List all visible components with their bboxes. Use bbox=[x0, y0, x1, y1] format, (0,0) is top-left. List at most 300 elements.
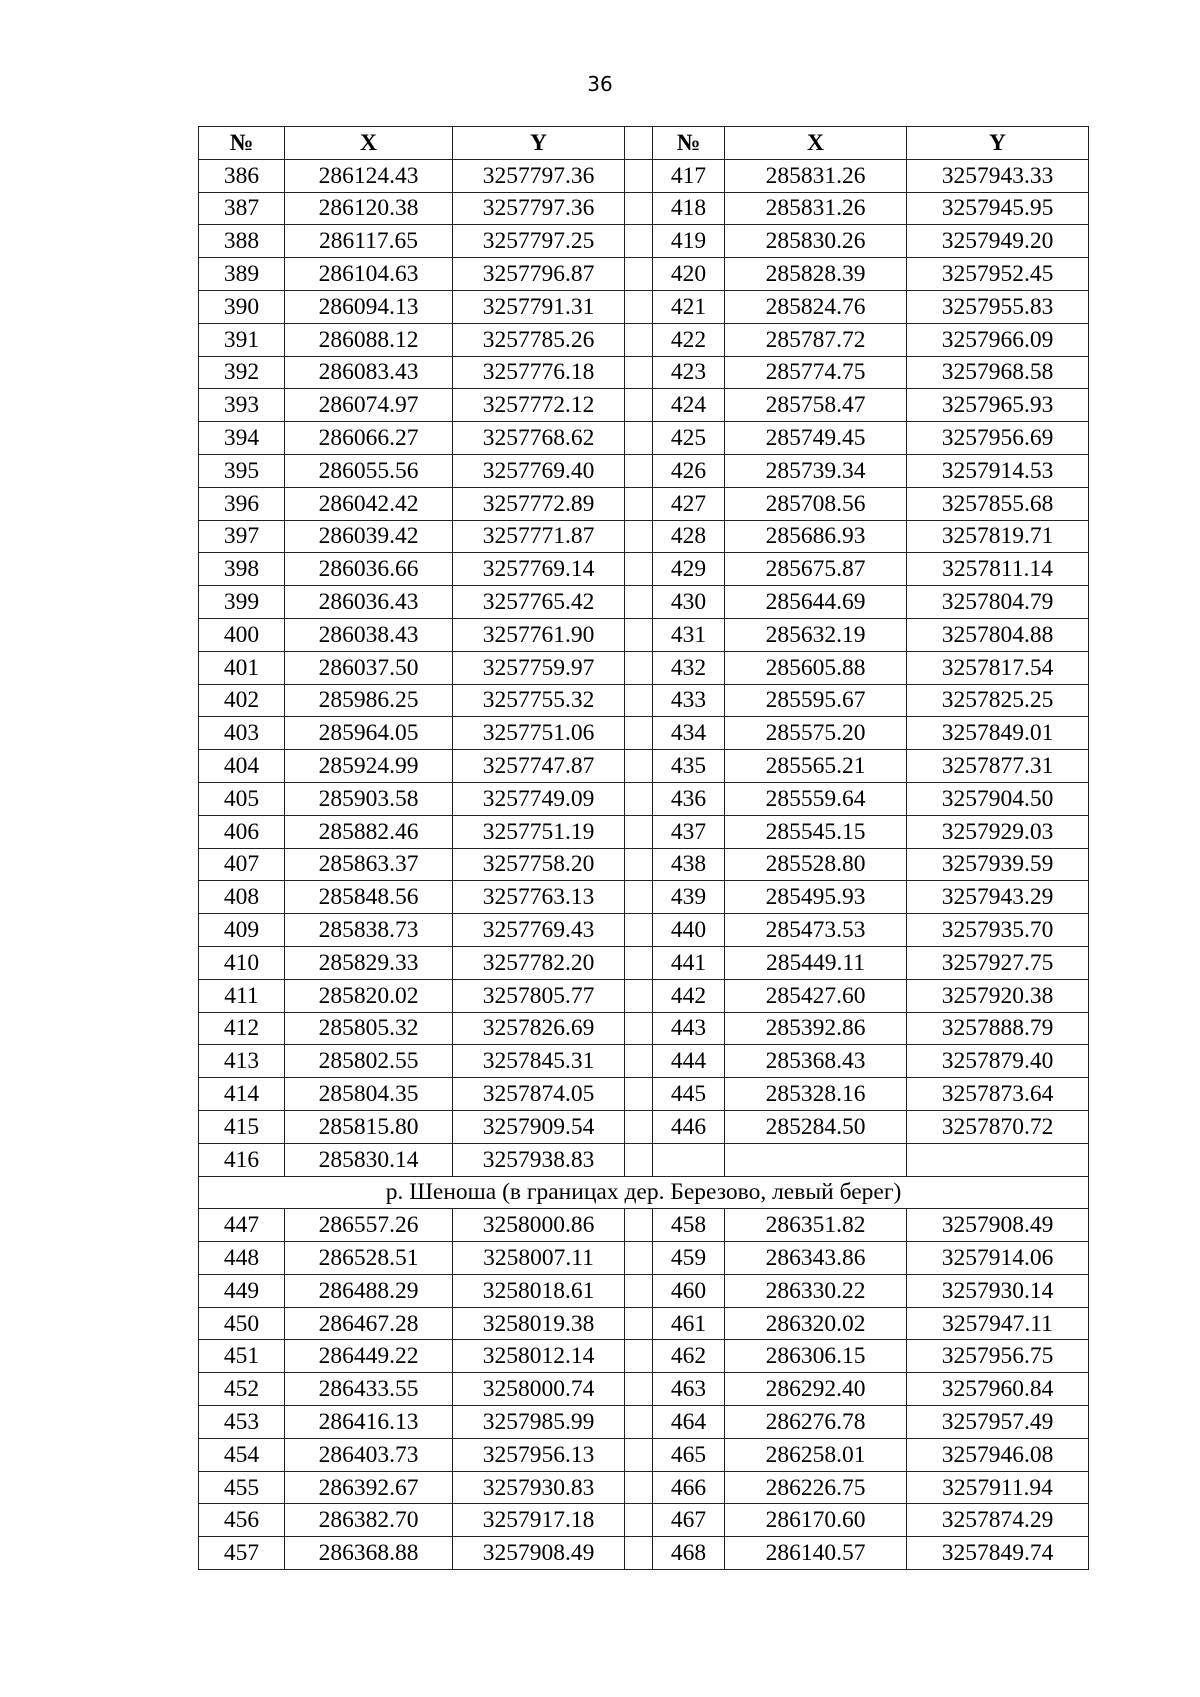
cell-x-right: 285284.50 bbox=[725, 1110, 907, 1143]
cell-number-right: 419 bbox=[653, 225, 725, 258]
cell-y-left: 3257917.18 bbox=[453, 1504, 625, 1537]
cell-y-right: 3257904.50 bbox=[907, 782, 1089, 815]
table-row bbox=[199, 717, 1089, 750]
table-row bbox=[199, 356, 1089, 389]
cell-number-left: 451 bbox=[199, 1340, 285, 1373]
cell-x-left: 286488.29 bbox=[285, 1274, 453, 1307]
table-row bbox=[199, 1143, 1089, 1176]
table-row bbox=[199, 1537, 1089, 1570]
cell-y-right: 3257825.25 bbox=[907, 684, 1089, 717]
cell-x-left: 285829.33 bbox=[285, 946, 453, 979]
cell-y-left: 3257755.32 bbox=[453, 684, 625, 717]
cell-gap bbox=[625, 258, 653, 291]
cell-number-left: 394 bbox=[199, 422, 285, 455]
cell-y-left: 3257772.12 bbox=[453, 389, 625, 422]
cell-x-left: 285903.58 bbox=[285, 782, 453, 815]
cell-number-left: 412 bbox=[199, 1012, 285, 1045]
cell-number-right: 434 bbox=[653, 717, 725, 750]
header-number-right: № bbox=[653, 127, 725, 160]
cell-gap bbox=[625, 717, 653, 750]
cell-gap bbox=[625, 192, 653, 225]
cell-x-right: 285528.80 bbox=[725, 848, 907, 881]
section1-body bbox=[199, 159, 1089, 1176]
cell-number-left: 413 bbox=[199, 1045, 285, 1078]
cell-number-left: 414 bbox=[199, 1078, 285, 1111]
cell-x-left: 286467.28 bbox=[285, 1307, 453, 1340]
cell-x-right: 285758.47 bbox=[725, 389, 907, 422]
cell-number-left: 455 bbox=[199, 1471, 285, 1504]
cell-y-right: 3257874.29 bbox=[907, 1504, 1089, 1537]
cell-y-right: 3257929.03 bbox=[907, 815, 1089, 848]
cell-number-right: 445 bbox=[653, 1078, 725, 1111]
section2-heading bbox=[199, 1176, 1089, 1209]
cell-gap bbox=[625, 487, 653, 520]
cell-number-right: 437 bbox=[653, 815, 725, 848]
cell-y-right: 3257956.75 bbox=[907, 1340, 1089, 1373]
cell-y-right: 3257914.53 bbox=[907, 454, 1089, 487]
cell-y-left: 3257747.87 bbox=[453, 750, 625, 783]
cell-y-left: 3258007.11 bbox=[453, 1242, 625, 1275]
cell-number-left: 406 bbox=[199, 815, 285, 848]
table-row bbox=[199, 1438, 1089, 1471]
cell-number-right: 417 bbox=[653, 159, 725, 192]
cell-y-left: 3257908.49 bbox=[453, 1537, 625, 1570]
table-row bbox=[199, 159, 1089, 192]
cell-number-right: 446 bbox=[653, 1110, 725, 1143]
cell-number-left: 399 bbox=[199, 586, 285, 619]
cell-number-right: 460 bbox=[653, 1274, 725, 1307]
cell-gap bbox=[625, 979, 653, 1012]
cell-number-left: 452 bbox=[199, 1373, 285, 1406]
cell-y-right: 3257935.70 bbox=[907, 914, 1089, 947]
cell-x-left: 286368.88 bbox=[285, 1537, 453, 1570]
cell-number-right: 426 bbox=[653, 454, 725, 487]
cell-x-left: 285964.05 bbox=[285, 717, 453, 750]
cell-number-right: 464 bbox=[653, 1406, 725, 1439]
cell-gap bbox=[625, 1078, 653, 1111]
cell-x-left: 285924.99 bbox=[285, 750, 453, 783]
cell-x-right: 286140.57 bbox=[725, 1537, 907, 1570]
cell-y-right: 3257927.75 bbox=[907, 946, 1089, 979]
cell-number-right: 463 bbox=[653, 1373, 725, 1406]
cell-number-left: 454 bbox=[199, 1438, 285, 1471]
cell-number-left: 400 bbox=[199, 618, 285, 651]
cell-gap bbox=[625, 1012, 653, 1045]
cell-number-left: 403 bbox=[199, 717, 285, 750]
cell-number-right: 439 bbox=[653, 881, 725, 914]
cell-y-right: 3257819.71 bbox=[907, 520, 1089, 553]
cell-number-right: 466 bbox=[653, 1471, 725, 1504]
table-row bbox=[199, 1078, 1089, 1111]
table-row bbox=[199, 651, 1089, 684]
cell-x-right: 286330.22 bbox=[725, 1274, 907, 1307]
cell-gap bbox=[625, 1471, 653, 1504]
cell-number-left: 387 bbox=[199, 192, 285, 225]
table-row bbox=[199, 618, 1089, 651]
cell-gap bbox=[625, 1438, 653, 1471]
cell-x-right: 285495.93 bbox=[725, 881, 907, 914]
cell-x-left: 286403.73 bbox=[285, 1438, 453, 1471]
table-row bbox=[199, 586, 1089, 619]
cell-y-right: 3257817.54 bbox=[907, 651, 1089, 684]
cell-x-left: 285815.80 bbox=[285, 1110, 453, 1143]
cell-number-right: 436 bbox=[653, 782, 725, 815]
cell-gap bbox=[625, 323, 653, 356]
cell-gap bbox=[625, 1307, 653, 1340]
cell-gap bbox=[625, 618, 653, 651]
cell-x-left: 286055.56 bbox=[285, 454, 453, 487]
table-row bbox=[199, 979, 1089, 1012]
cell-number-right: 431 bbox=[653, 618, 725, 651]
cell-gap bbox=[625, 815, 653, 848]
cell-x-right: 285831.26 bbox=[725, 159, 907, 192]
cell-y-right: 3257943.29 bbox=[907, 881, 1089, 914]
cell-gap bbox=[625, 684, 653, 717]
cell-number-right: 444 bbox=[653, 1045, 725, 1078]
cell-gap bbox=[625, 1373, 653, 1406]
cell-gap bbox=[625, 1209, 653, 1242]
table-row bbox=[199, 1307, 1089, 1340]
cell-x-right: 285605.88 bbox=[725, 651, 907, 684]
cell-y-right: 3257849.74 bbox=[907, 1537, 1089, 1570]
cell-x-left: 286036.43 bbox=[285, 586, 453, 619]
cell-x-right: 286306.15 bbox=[725, 1340, 907, 1373]
header-number-left: № bbox=[199, 127, 285, 160]
cell-number-right: 458 bbox=[653, 1209, 725, 1242]
cell-x-right: 286170.60 bbox=[725, 1504, 907, 1537]
cell-y-right: 3257920.38 bbox=[907, 979, 1089, 1012]
cell-y-right: 3257811.14 bbox=[907, 553, 1089, 586]
cell-y-right: 3257804.79 bbox=[907, 586, 1089, 619]
cell-y-left: 3257772.89 bbox=[453, 487, 625, 520]
cell-y-left: 3257769.43 bbox=[453, 914, 625, 947]
table-row bbox=[199, 422, 1089, 455]
cell-x-left: 285986.25 bbox=[285, 684, 453, 717]
cell-x-left: 286037.50 bbox=[285, 651, 453, 684]
cell-number-left: 396 bbox=[199, 487, 285, 520]
cell-y-left: 3257763.13 bbox=[453, 881, 625, 914]
cell-number-left: 450 bbox=[199, 1307, 285, 1340]
cell-number-left: 390 bbox=[199, 290, 285, 323]
cell-y-left: 3257765.42 bbox=[453, 586, 625, 619]
cell-gap bbox=[625, 290, 653, 323]
cell-x-right: 285427.60 bbox=[725, 979, 907, 1012]
cell-x-right: 285675.87 bbox=[725, 553, 907, 586]
cell-number-right: 418 bbox=[653, 192, 725, 225]
section-title-row bbox=[199, 1176, 1089, 1209]
cell-x-left: 286120.38 bbox=[285, 192, 453, 225]
cell-y-right: 3257855.68 bbox=[907, 487, 1089, 520]
cell-x-left: 286124.43 bbox=[285, 159, 453, 192]
cell-y-left: 3257785.26 bbox=[453, 323, 625, 356]
cell-y-left: 3258000.74 bbox=[453, 1373, 625, 1406]
cell-x-right: 286276.78 bbox=[725, 1406, 907, 1439]
cell-number-left: 407 bbox=[199, 848, 285, 881]
cell-y-left: 3257909.54 bbox=[453, 1110, 625, 1143]
cell-x-right: 285831.26 bbox=[725, 192, 907, 225]
cell-y-right: 3257947.11 bbox=[907, 1307, 1089, 1340]
cell-y-right: 3257914.06 bbox=[907, 1242, 1089, 1275]
cell-number-left: 405 bbox=[199, 782, 285, 815]
table-row bbox=[199, 946, 1089, 979]
cell-gap bbox=[625, 881, 653, 914]
table-row bbox=[199, 1242, 1089, 1275]
cell-x-right: 286343.86 bbox=[725, 1242, 907, 1275]
cell-number-left: 402 bbox=[199, 684, 285, 717]
table-row bbox=[199, 1340, 1089, 1373]
cell-y-right: 3257965.93 bbox=[907, 389, 1089, 422]
cell-gap bbox=[625, 389, 653, 422]
cell-number-left: 449 bbox=[199, 1274, 285, 1307]
cell-x-left: 286042.42 bbox=[285, 487, 453, 520]
cell-y-right: 3257804.88 bbox=[907, 618, 1089, 651]
table-row bbox=[199, 1045, 1089, 1078]
cell-number-left: 386 bbox=[199, 159, 285, 192]
cell-x-left: 286039.42 bbox=[285, 520, 453, 553]
cell-number-left: 448 bbox=[199, 1242, 285, 1275]
cell-y-left: 3257791.31 bbox=[453, 290, 625, 323]
cell-number-left: 416 bbox=[199, 1143, 285, 1176]
table-row bbox=[199, 815, 1089, 848]
cell-y-left: 3257845.31 bbox=[453, 1045, 625, 1078]
table-row bbox=[199, 192, 1089, 225]
cell-gap bbox=[625, 356, 653, 389]
cell-number-right bbox=[653, 1143, 725, 1176]
table-row bbox=[199, 1373, 1089, 1406]
cell-number-left: 410 bbox=[199, 946, 285, 979]
cell-x-right: 285559.64 bbox=[725, 782, 907, 815]
header-gap bbox=[625, 127, 653, 160]
cell-number-right: 422 bbox=[653, 323, 725, 356]
cell-x-left: 286104.63 bbox=[285, 258, 453, 291]
cell-x-left: 286433.55 bbox=[285, 1373, 453, 1406]
cell-y-right: 3257908.49 bbox=[907, 1209, 1089, 1242]
cell-x-right: 285368.43 bbox=[725, 1045, 907, 1078]
cell-y-right: 3257966.09 bbox=[907, 323, 1089, 356]
cell-number-right: 421 bbox=[653, 290, 725, 323]
cell-number-right: 440 bbox=[653, 914, 725, 947]
cell-x-left: 286066.27 bbox=[285, 422, 453, 455]
cell-x-left: 286557.26 bbox=[285, 1209, 453, 1242]
cell-number-left: 398 bbox=[199, 553, 285, 586]
table-row bbox=[199, 848, 1089, 881]
table-row bbox=[199, 553, 1089, 586]
cell-number-left: 409 bbox=[199, 914, 285, 947]
cell-x-left: 285863.37 bbox=[285, 848, 453, 881]
cell-y-left: 3257758.20 bbox=[453, 848, 625, 881]
cell-y-left: 3257797.36 bbox=[453, 159, 625, 192]
cell-y-left: 3257782.20 bbox=[453, 946, 625, 979]
cell-gap bbox=[625, 1143, 653, 1176]
cell-y-left: 3257768.62 bbox=[453, 422, 625, 455]
cell-x-left: 285802.55 bbox=[285, 1045, 453, 1078]
cell-x-right: 285565.21 bbox=[725, 750, 907, 783]
cell-y-left: 3257874.05 bbox=[453, 1078, 625, 1111]
cell-x-left: 285848.56 bbox=[285, 881, 453, 914]
cell-number-right: 420 bbox=[653, 258, 725, 291]
cell-gap bbox=[625, 520, 653, 553]
cell-number-right: 438 bbox=[653, 848, 725, 881]
cell-x-right: 286258.01 bbox=[725, 1438, 907, 1471]
cell-y-right: 3257879.40 bbox=[907, 1045, 1089, 1078]
cell-x-left: 285804.35 bbox=[285, 1078, 453, 1111]
cell-x-right: 285545.15 bbox=[725, 815, 907, 848]
cell-number-left: 453 bbox=[199, 1406, 285, 1439]
cell-y-left: 3258018.61 bbox=[453, 1274, 625, 1307]
cell-gap bbox=[625, 1242, 653, 1275]
cell-y-right: 3257957.49 bbox=[907, 1406, 1089, 1439]
cell-gap bbox=[625, 586, 653, 619]
cell-x-left: 286094.13 bbox=[285, 290, 453, 323]
cell-number-right: 428 bbox=[653, 520, 725, 553]
cell-y-left: 3257938.83 bbox=[453, 1143, 625, 1176]
header-x-right: X bbox=[725, 127, 907, 160]
cell-gap bbox=[625, 946, 653, 979]
cell-y-right: 3257939.59 bbox=[907, 848, 1089, 881]
cell-y-left: 3257771.87 bbox=[453, 520, 625, 553]
cell-y-right: 3257960.84 bbox=[907, 1373, 1089, 1406]
cell-number-left: 393 bbox=[199, 389, 285, 422]
cell-y-left: 3257769.40 bbox=[453, 454, 625, 487]
header-y-left: Y bbox=[453, 127, 625, 160]
cell-number-left: 397 bbox=[199, 520, 285, 553]
cell-x-right: 285392.86 bbox=[725, 1012, 907, 1045]
cell-y-left: 3257751.06 bbox=[453, 717, 625, 750]
table-row bbox=[199, 520, 1089, 553]
cell-x-left: 286088.12 bbox=[285, 323, 453, 356]
table-row bbox=[199, 1110, 1089, 1143]
table-row bbox=[199, 454, 1089, 487]
cell-x-left: 286036.66 bbox=[285, 553, 453, 586]
table-row bbox=[199, 1471, 1089, 1504]
cell-number-right: 425 bbox=[653, 422, 725, 455]
table-header-row bbox=[199, 127, 1089, 160]
cell-x-right: 285575.20 bbox=[725, 717, 907, 750]
cell-y-left: 3257805.77 bbox=[453, 979, 625, 1012]
cell-number-right: 423 bbox=[653, 356, 725, 389]
cell-y-right: 3257955.83 bbox=[907, 290, 1089, 323]
cell-gap bbox=[625, 1340, 653, 1373]
cell-y-left: 3257985.99 bbox=[453, 1406, 625, 1439]
cell-gap bbox=[625, 914, 653, 947]
table-row bbox=[199, 1406, 1089, 1439]
cell-number-right: 468 bbox=[653, 1537, 725, 1570]
section2-body bbox=[199, 1209, 1089, 1570]
section-title: р. Шеноша (в границах дер. Березово, левый берег) bbox=[199, 1176, 1089, 1209]
cell-number-left: 401 bbox=[199, 651, 285, 684]
cell-gap bbox=[625, 782, 653, 815]
cell-gap bbox=[625, 553, 653, 586]
cell-number-right: 461 bbox=[653, 1307, 725, 1340]
cell-number-right: 465 bbox=[653, 1438, 725, 1471]
cell-y-left: 3257797.25 bbox=[453, 225, 625, 258]
cell-x-right: 285595.67 bbox=[725, 684, 907, 717]
cell-x-left: 286117.65 bbox=[285, 225, 453, 258]
cell-x-right bbox=[725, 1143, 907, 1176]
table-row bbox=[199, 225, 1089, 258]
table-row bbox=[199, 487, 1089, 520]
cell-y-right: 3257888.79 bbox=[907, 1012, 1089, 1045]
table-row bbox=[199, 258, 1089, 291]
cell-y-right: 3257968.58 bbox=[907, 356, 1089, 389]
cell-x-right: 285787.72 bbox=[725, 323, 907, 356]
cell-y-left: 3257797.36 bbox=[453, 192, 625, 225]
table-row bbox=[199, 1012, 1089, 1045]
cell-x-right: 285708.56 bbox=[725, 487, 907, 520]
cell-x-left: 285882.46 bbox=[285, 815, 453, 848]
cell-y-left: 3257826.69 bbox=[453, 1012, 625, 1045]
cell-gap bbox=[625, 1406, 653, 1439]
cell-y-left: 3258019.38 bbox=[453, 1307, 625, 1340]
cell-x-right: 286351.82 bbox=[725, 1209, 907, 1242]
cell-y-right: 3257943.33 bbox=[907, 159, 1089, 192]
cell-y-right: 3257870.72 bbox=[907, 1110, 1089, 1143]
cell-y-right: 3257949.20 bbox=[907, 225, 1089, 258]
header-y-right: Y bbox=[907, 127, 1089, 160]
cell-y-right: 3257849.01 bbox=[907, 717, 1089, 750]
cell-x-left: 285820.02 bbox=[285, 979, 453, 1012]
table-row bbox=[199, 323, 1089, 356]
table-row bbox=[199, 1504, 1089, 1537]
cell-x-left: 286528.51 bbox=[285, 1242, 453, 1275]
cell-number-right: 432 bbox=[653, 651, 725, 684]
cell-number-left: 389 bbox=[199, 258, 285, 291]
cell-x-left: 285838.73 bbox=[285, 914, 453, 947]
table-row bbox=[199, 684, 1089, 717]
cell-number-right: 467 bbox=[653, 1504, 725, 1537]
cell-x-right: 286292.40 bbox=[725, 1373, 907, 1406]
cell-number-left: 457 bbox=[199, 1537, 285, 1570]
cell-gap bbox=[625, 159, 653, 192]
cell-y-right: 3257911.94 bbox=[907, 1471, 1089, 1504]
cell-x-right: 285830.26 bbox=[725, 225, 907, 258]
cell-number-right: 427 bbox=[653, 487, 725, 520]
cell-x-left: 286382.70 bbox=[285, 1504, 453, 1537]
cell-x-left: 285805.32 bbox=[285, 1012, 453, 1045]
cell-y-left: 3257761.90 bbox=[453, 618, 625, 651]
cell-number-right: 459 bbox=[653, 1242, 725, 1275]
cell-x-left: 286392.67 bbox=[285, 1471, 453, 1504]
cell-number-right: 435 bbox=[653, 750, 725, 783]
cell-y-left: 3257930.83 bbox=[453, 1471, 625, 1504]
cell-x-left: 286074.97 bbox=[285, 389, 453, 422]
cell-y-left: 3257759.97 bbox=[453, 651, 625, 684]
cell-gap bbox=[625, 651, 653, 684]
cell-gap bbox=[625, 1537, 653, 1570]
cell-number-right: 429 bbox=[653, 553, 725, 586]
cell-y-right: 3257873.64 bbox=[907, 1078, 1089, 1111]
cell-y-right: 3257952.45 bbox=[907, 258, 1089, 291]
table-row bbox=[199, 914, 1089, 947]
cell-gap bbox=[625, 1504, 653, 1537]
cell-gap bbox=[625, 848, 653, 881]
table-row bbox=[199, 881, 1089, 914]
cell-number-left: 411 bbox=[199, 979, 285, 1012]
cell-number-right: 424 bbox=[653, 389, 725, 422]
cell-y-left: 3257769.14 bbox=[453, 553, 625, 586]
cell-number-left: 392 bbox=[199, 356, 285, 389]
cell-number-right: 441 bbox=[653, 946, 725, 979]
cell-y-right: 3257877.31 bbox=[907, 750, 1089, 783]
cell-gap bbox=[625, 454, 653, 487]
table-row bbox=[199, 1209, 1089, 1242]
cell-x-right: 285824.76 bbox=[725, 290, 907, 323]
cell-y-right bbox=[907, 1143, 1089, 1176]
cell-gap bbox=[625, 1110, 653, 1143]
cell-x-right: 285644.69 bbox=[725, 586, 907, 619]
cell-y-right: 3257930.14 bbox=[907, 1274, 1089, 1307]
cell-gap bbox=[625, 422, 653, 455]
